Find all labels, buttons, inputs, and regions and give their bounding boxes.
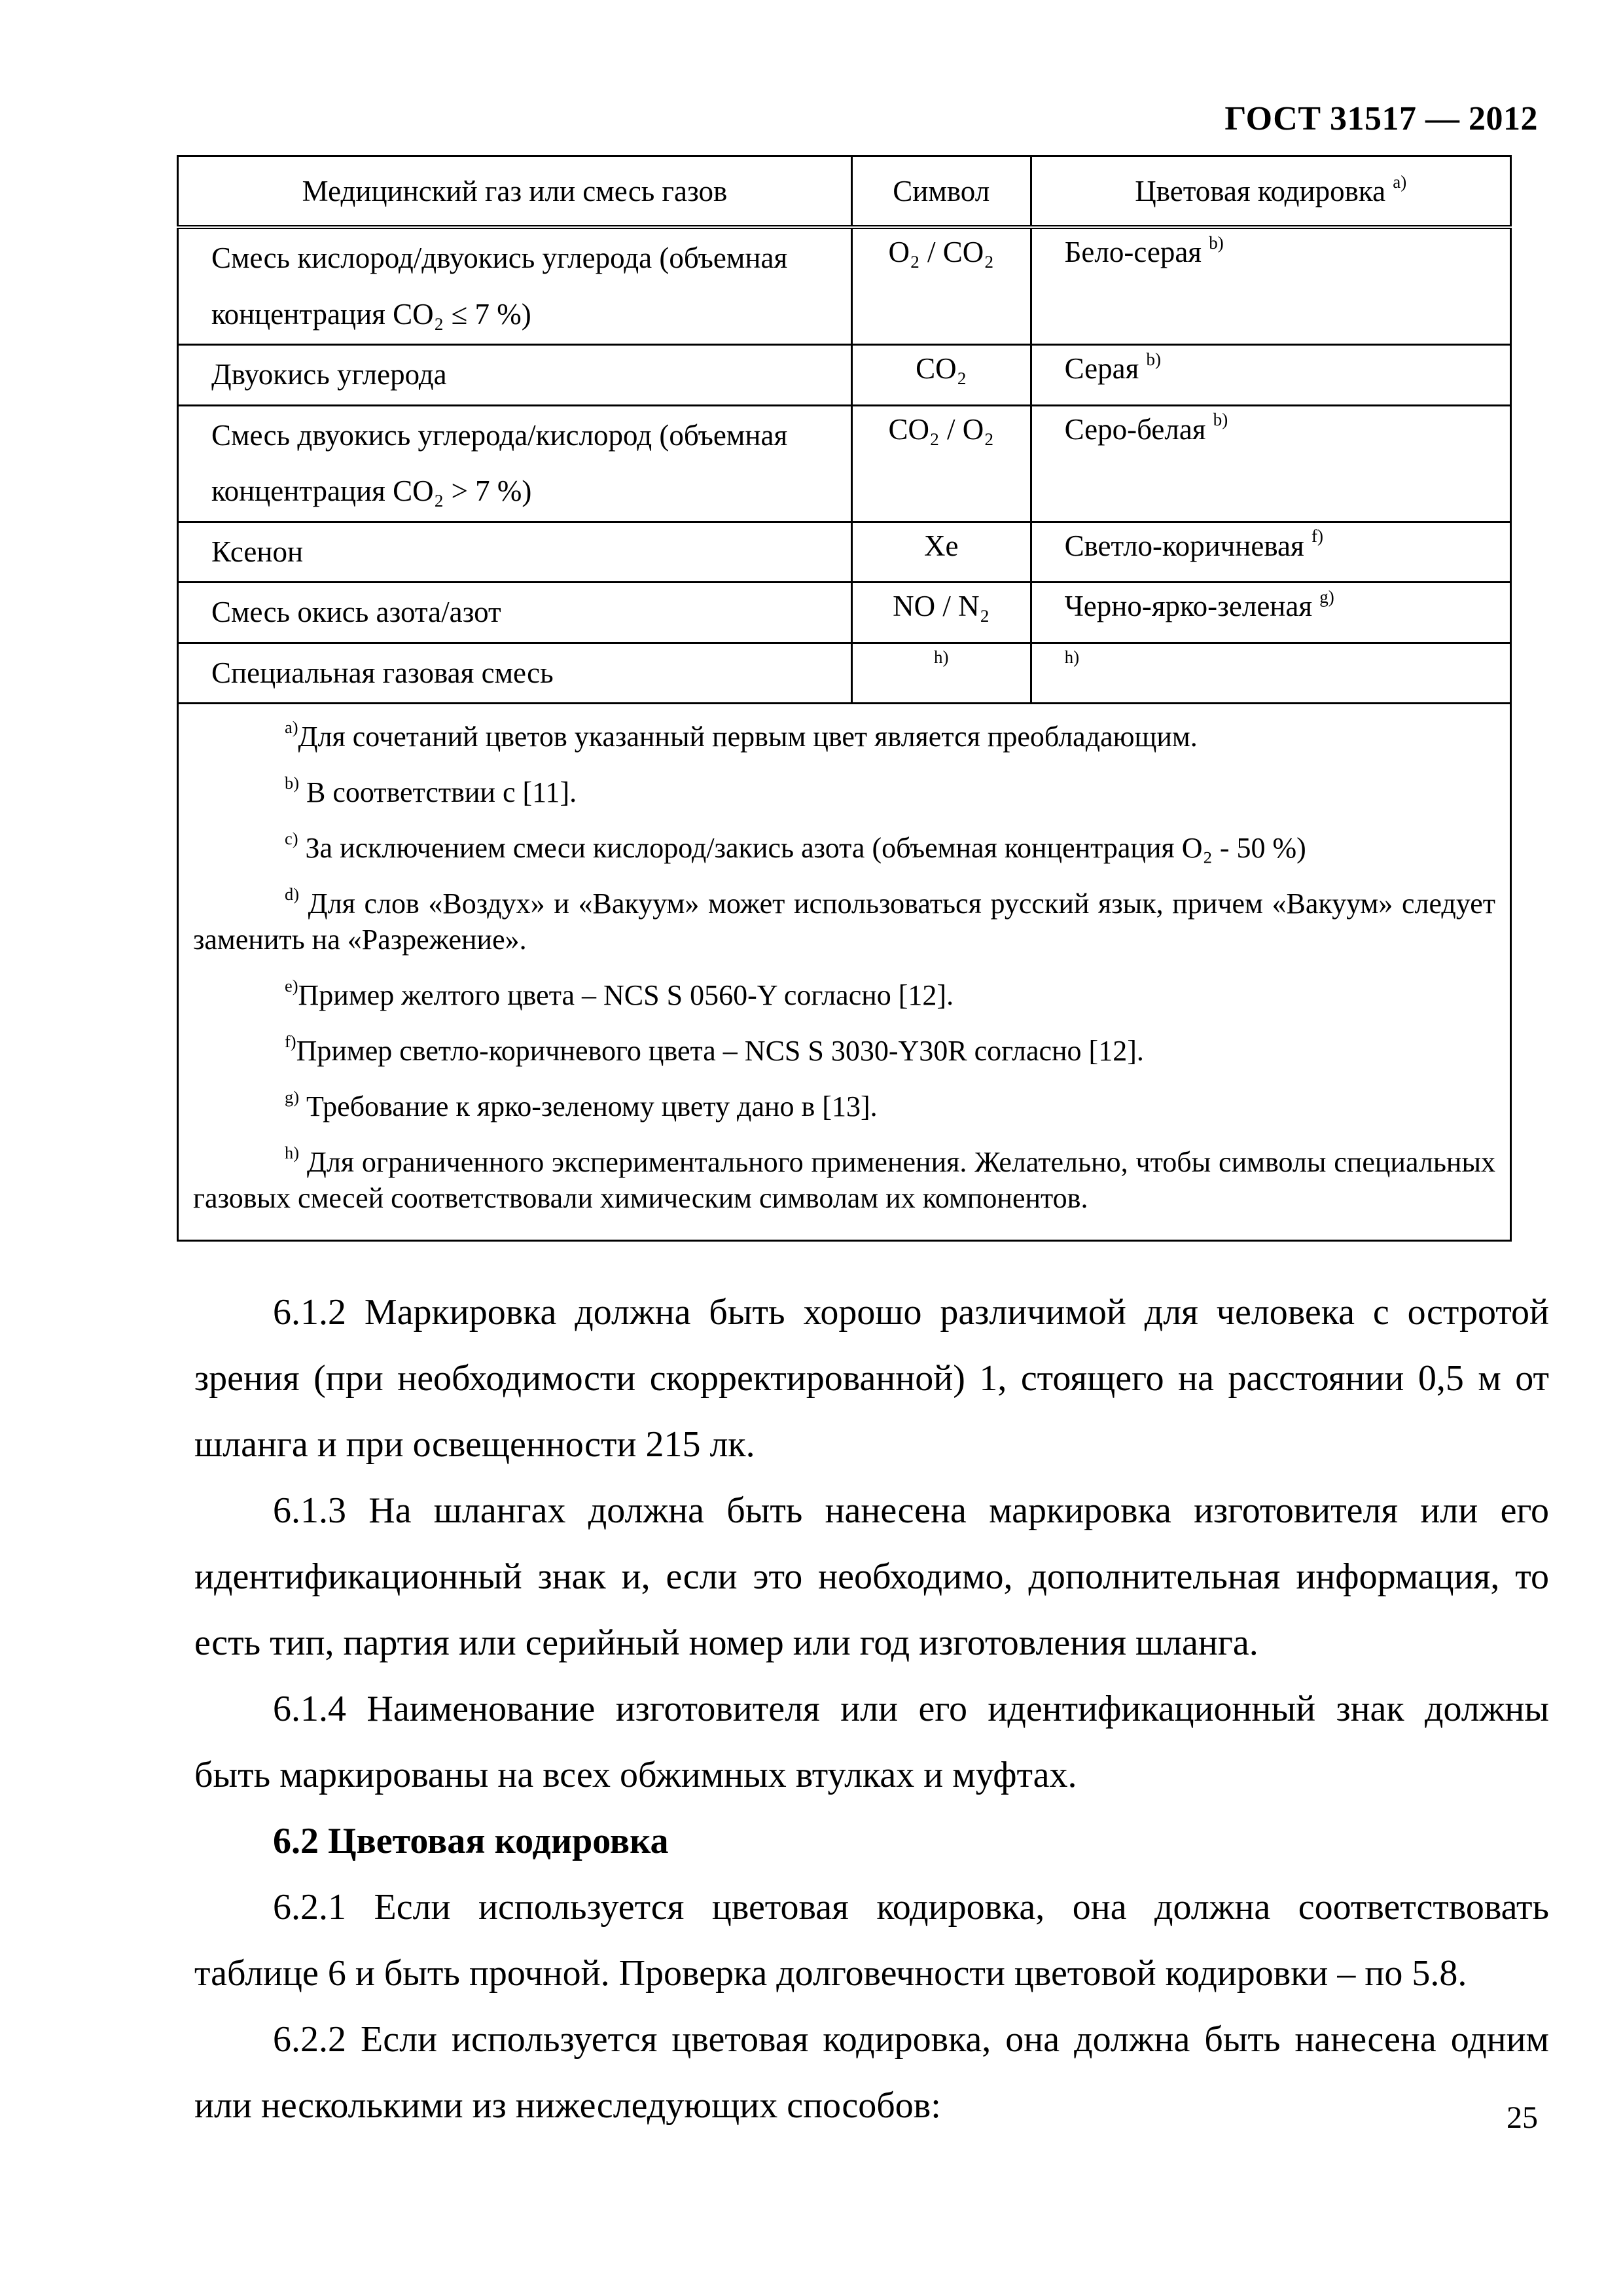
cell-symbol: CO₂ [851,345,1031,406]
cell-symbol: O₂ / CO₂ [851,227,1031,345]
footnote-d: $^{d)}$ Для слов «Воздух» и «Вакуум» может использоваться русский язык, причем «Вакуум» следует заменить на «Разрежение». [193,884,1495,956]
table-notes [178,704,1511,1241]
paragraph-6-2-1: 6.2.1 Если используется цветовая кодировка, она должна соответствовать таблице 6 и быть прочной. Проверка долговечности цветовой кодировки – по 5.8. [194,1887,1549,1994]
table-row [178,227,1511,345]
paragraph-6-1-2: 6.1.2 Маркировка должна быть хорошо различимой для человека с остротой зрения (при необходимости скорректированной) 1, стоящего на расстоянии 0,5 м от шланга и при освещенности 215 лк. [194,1292,1549,1465]
cell-color: Серо-белая $^{b)}$ [1031,405,1510,522]
cell-symbol: NO / N₂ [851,583,1031,643]
footnote-f: $^{f)}$Пример светло-коричневого цвета – NCS S 3030-Y30R согласно [12]. [285,1031,1144,1067]
cell-color: Черно-ярко-зеленая $^{g)}$ [1031,583,1510,643]
footnote-h: $^{h)}$ Для ограниченного экспериментального применения. Желательно, чтобы символы специальных газовых смесей соответствовали химическим символам их компонентов. [193,1143,1496,1214]
page-number: 25 [1507,2100,1538,2135]
table-row [178,405,1511,522]
footnote-g: $^{g)}$ Требование к ярко-зеленому цвету дано в [13]. [285,1087,878,1122]
cell-gas: Двуокись углерода [178,345,852,406]
cell-gas: Смесь двуокись углерода/кислород (объемная концентрация CO₂ > 7 %) [178,405,852,522]
cell-color: Серая $^{b)}$ [1031,345,1510,406]
cell-symbol: Xe [851,522,1031,583]
cell-color: Светло-коричневая $^{f)}$ [1031,522,1510,583]
table-notes-row [178,704,1511,1241]
header-gas: Медицинский газ или смесь газов [178,156,852,228]
cell-color: h) [1031,643,1510,704]
paragraph-6-1-4: 6.1.4 Наименование изготовителя или его идентификационный знак должны быть маркированы на всех обжимных втулках и муфтах. [194,1689,1549,1795]
table-row [178,345,1511,406]
paragraph-6-2-2: 6.2.2 Если используется цветовая кодировка, она должна быть нанесена одним или несколькими из нижеследующих способов: [194,2019,1549,2126]
cell-gas: Смесь кислород/двуокись углерода (объемная концентрация CO₂ ≤ 7 %) [178,227,852,345]
header-color: Цветовая кодировка $^{a)}$ [1031,156,1510,228]
cell-symbol: h) [851,643,1031,704]
table-row [178,643,1511,704]
paragraph-6-1-3: 6.1.3 На шлангах должна быть нанесена маркировка изготовителя или его идентификационный знак и, если это необходимо, дополнительная информация, то есть тип, партия или серийный номер или год изготовления шланга. [194,1490,1549,1663]
table-row [178,583,1511,643]
footnote-c: $^{c)}$ За исключением смеси кислород/закись азота (объемная концентрация O₂ - 50 %) [285,829,1306,864]
footnote-a: $^{a)}$Для сочетаний цветов указанный первым цвет является преобладающим. [285,717,1198,753]
cell-gas: Специальная газовая смесь [178,643,852,704]
body-text [194,1280,1549,2139]
cell-color: Бело-серая $^{b)}$ [1031,227,1510,345]
cell-gas: Ксенон [178,522,852,583]
cell-gas: Смесь окись азота/азот [178,583,852,643]
header-symbol: Символ [851,156,1031,228]
footnote-b: $^{b)}$ В соответствии с [11]. [285,773,577,808]
gas-color-table [177,155,1512,1242]
table-header-row [178,156,1511,228]
cell-symbol: CO₂ / O₂ [851,405,1031,522]
header-color-footnote: a) [1393,171,1407,192]
section-heading-6-2: 6.2 Цветовая кодировка [273,1821,669,1861]
table-row [178,522,1511,583]
document-code: ГОСТ 31517 — 2012 [1224,100,1538,137]
footnote-e: $^{e)}$Пример желтого цвета – NCS S 0560-Y согласно [12]. [285,976,954,1011]
